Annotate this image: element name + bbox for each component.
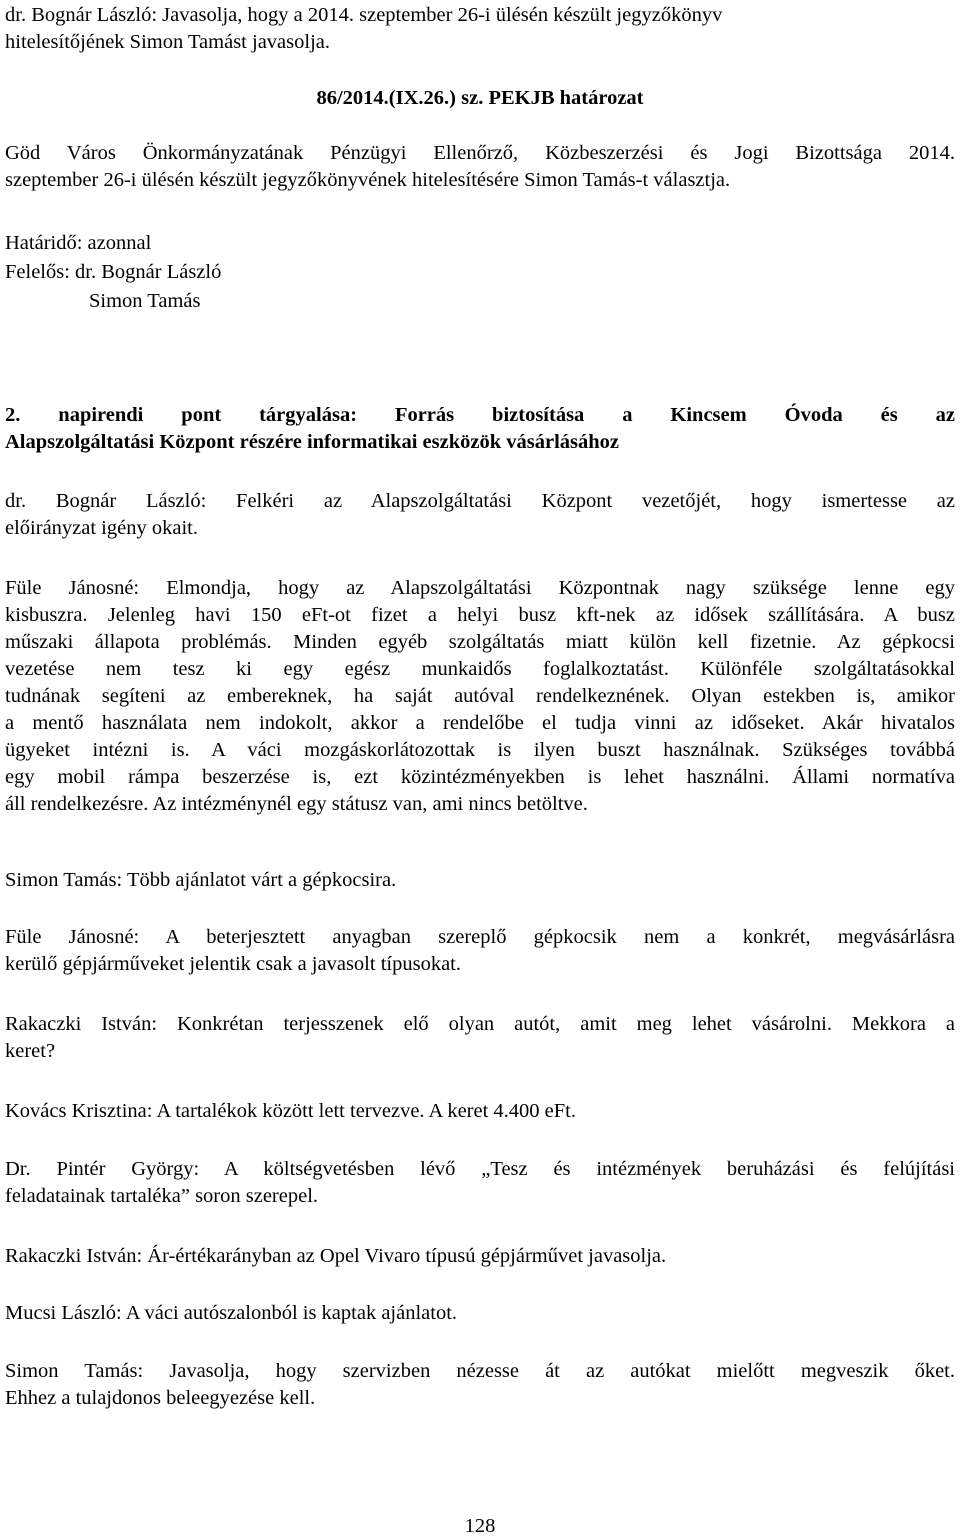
text-line: műszaki állapota problémás. Minden egyéb szolgáltatás miatt külön kell fizetnie. Az gépkocsi bbox=[5, 631, 955, 653]
speaker-paragraph bbox=[5, 488, 955, 542]
text-line: dr. Bognár László: Javasolja, hogy a 2014. szeptember 26-i ülésén készült jegyzőkönyv bbox=[5, 4, 723, 26]
intro-paragraph bbox=[5, 2, 955, 56]
page-number: 128 bbox=[464, 1515, 496, 1537]
resolution-deadline: Határidő: azonnal bbox=[5, 232, 152, 254]
speaker-paragraph bbox=[5, 1358, 955, 1412]
text-line: szeptember 26-i ülésén készült jegyzőkönyvének hitelesítésére Simon Tamás-t választja. bbox=[5, 169, 731, 191]
speaker-paragraph: Kovács Krisztina: A tartalékok között lett tervezve. A keret 4.400 eFt. bbox=[5, 1100, 576, 1122]
text-line: Füle Jánosné: Elmondja, hogy az Alapszolgáltatási Központnak nagy szüksége lenne egy bbox=[5, 577, 955, 599]
text-line: Alapszolgáltatási Központ részére informatikai eszközök vásárlásához bbox=[5, 431, 619, 453]
speaker-paragraph bbox=[5, 1156, 955, 1210]
text-line: előirányzat igény okait. bbox=[5, 517, 198, 539]
agenda-heading bbox=[5, 402, 955, 456]
text-line: Ehhez a tulajdonos beleegyezése kell. bbox=[5, 1387, 316, 1409]
text-line: dr. Bognár László: Felkéri az Alapszolgáltatási Központ vezetőjét, hogy ismertesse az bbox=[5, 490, 955, 512]
speaker-paragraph: Simon Tamás: Több ajánlatot várt a gépkocsira. bbox=[5, 869, 397, 891]
resolution-responsible: Felelős: dr. Bognár László bbox=[5, 261, 222, 283]
speaker-paragraph bbox=[5, 1011, 955, 1065]
text-line: Göd Város Önkormányzatának Pénzügyi Ellenőrző, Közbeszerzési és Jogi Bizottsága 2014. bbox=[5, 142, 955, 164]
resolution-title: 86/2014.(IX.26.) sz. PEKJB határozat bbox=[316, 87, 644, 109]
text-line: hitelesítőjének Simon Tamást javasolja. bbox=[5, 31, 330, 53]
text-line: a mentő használata nem indokolt, akkor a rendelőbe el tudja vinni az időseket. Akár hivatalos bbox=[5, 712, 955, 734]
text-line: 2. napirendi pont tárgyalása: Forrás biztosítása a Kincsem Óvoda és az bbox=[5, 404, 955, 426]
text-line: feladatainak tartaléka” soron szerepel. bbox=[5, 1185, 319, 1207]
text-line: tudnának segíteni az embereknek, ha saját autóval rendelkeznének. Olyan estekben is, amikor bbox=[5, 685, 955, 707]
speaker-paragraph bbox=[5, 924, 955, 978]
text-line: vezetése nem tesz ki egy egész munkaidős foglalkoztatást. Különféle szolgáltatásokkal bbox=[5, 658, 955, 680]
text-line: kisbuszra. Jelenleg havi 150 eFt-ot fizet a helyi busz kft-nek az idősek szállítására. A busz bbox=[5, 604, 955, 626]
text-line: Dr. Pintér György: A költségvetésben lévő „Tesz és intézmények beruházási és felújítási bbox=[5, 1158, 955, 1180]
text-line: egy mobil rámpa beszerzése is, ezt közintézményekben is lehet használni. Állami normatíva bbox=[5, 766, 955, 788]
text-line: ügyeket intézni is. A váci mozgáskorlátozottak is ilyen buszt használnak. Szükséges továbbá bbox=[5, 739, 955, 761]
resolution-responsible-second: Simon Tamás bbox=[89, 290, 201, 312]
text-line: áll rendelkezésre. Az intézménynél egy státusz van, ami nincs betöltve. bbox=[5, 793, 588, 815]
speaker-paragraph: Mucsi László: A váci autószalonból is kaptak ajánlatot. bbox=[5, 1302, 458, 1324]
text-line: keret? bbox=[5, 1040, 56, 1062]
speaker-paragraph bbox=[5, 575, 955, 818]
speaker-paragraph: Rakaczki István: Ár-értékarányban az Opel Vivaro típusú gépjárművet javasolja. bbox=[5, 1245, 667, 1267]
text-line: kerülő gépjárműveket jelentik csak a javasolt típusokat. bbox=[5, 953, 461, 975]
text-line: Rakaczki István: Konkrétan terjesszenek elő olyan autót, amit meg lehet vásárolni. Mekkora a bbox=[5, 1013, 955, 1035]
text-line: Simon Tamás: Javasolja, hogy szervizben nézesse át az autókat mielőtt megveszik őket. bbox=[5, 1360, 955, 1382]
resolution-text bbox=[5, 140, 955, 194]
text-line: Füle Jánosné: A beterjesztett anyagban szereplő gépkocsik nem a konkrét, megvásárlásra bbox=[5, 926, 955, 948]
